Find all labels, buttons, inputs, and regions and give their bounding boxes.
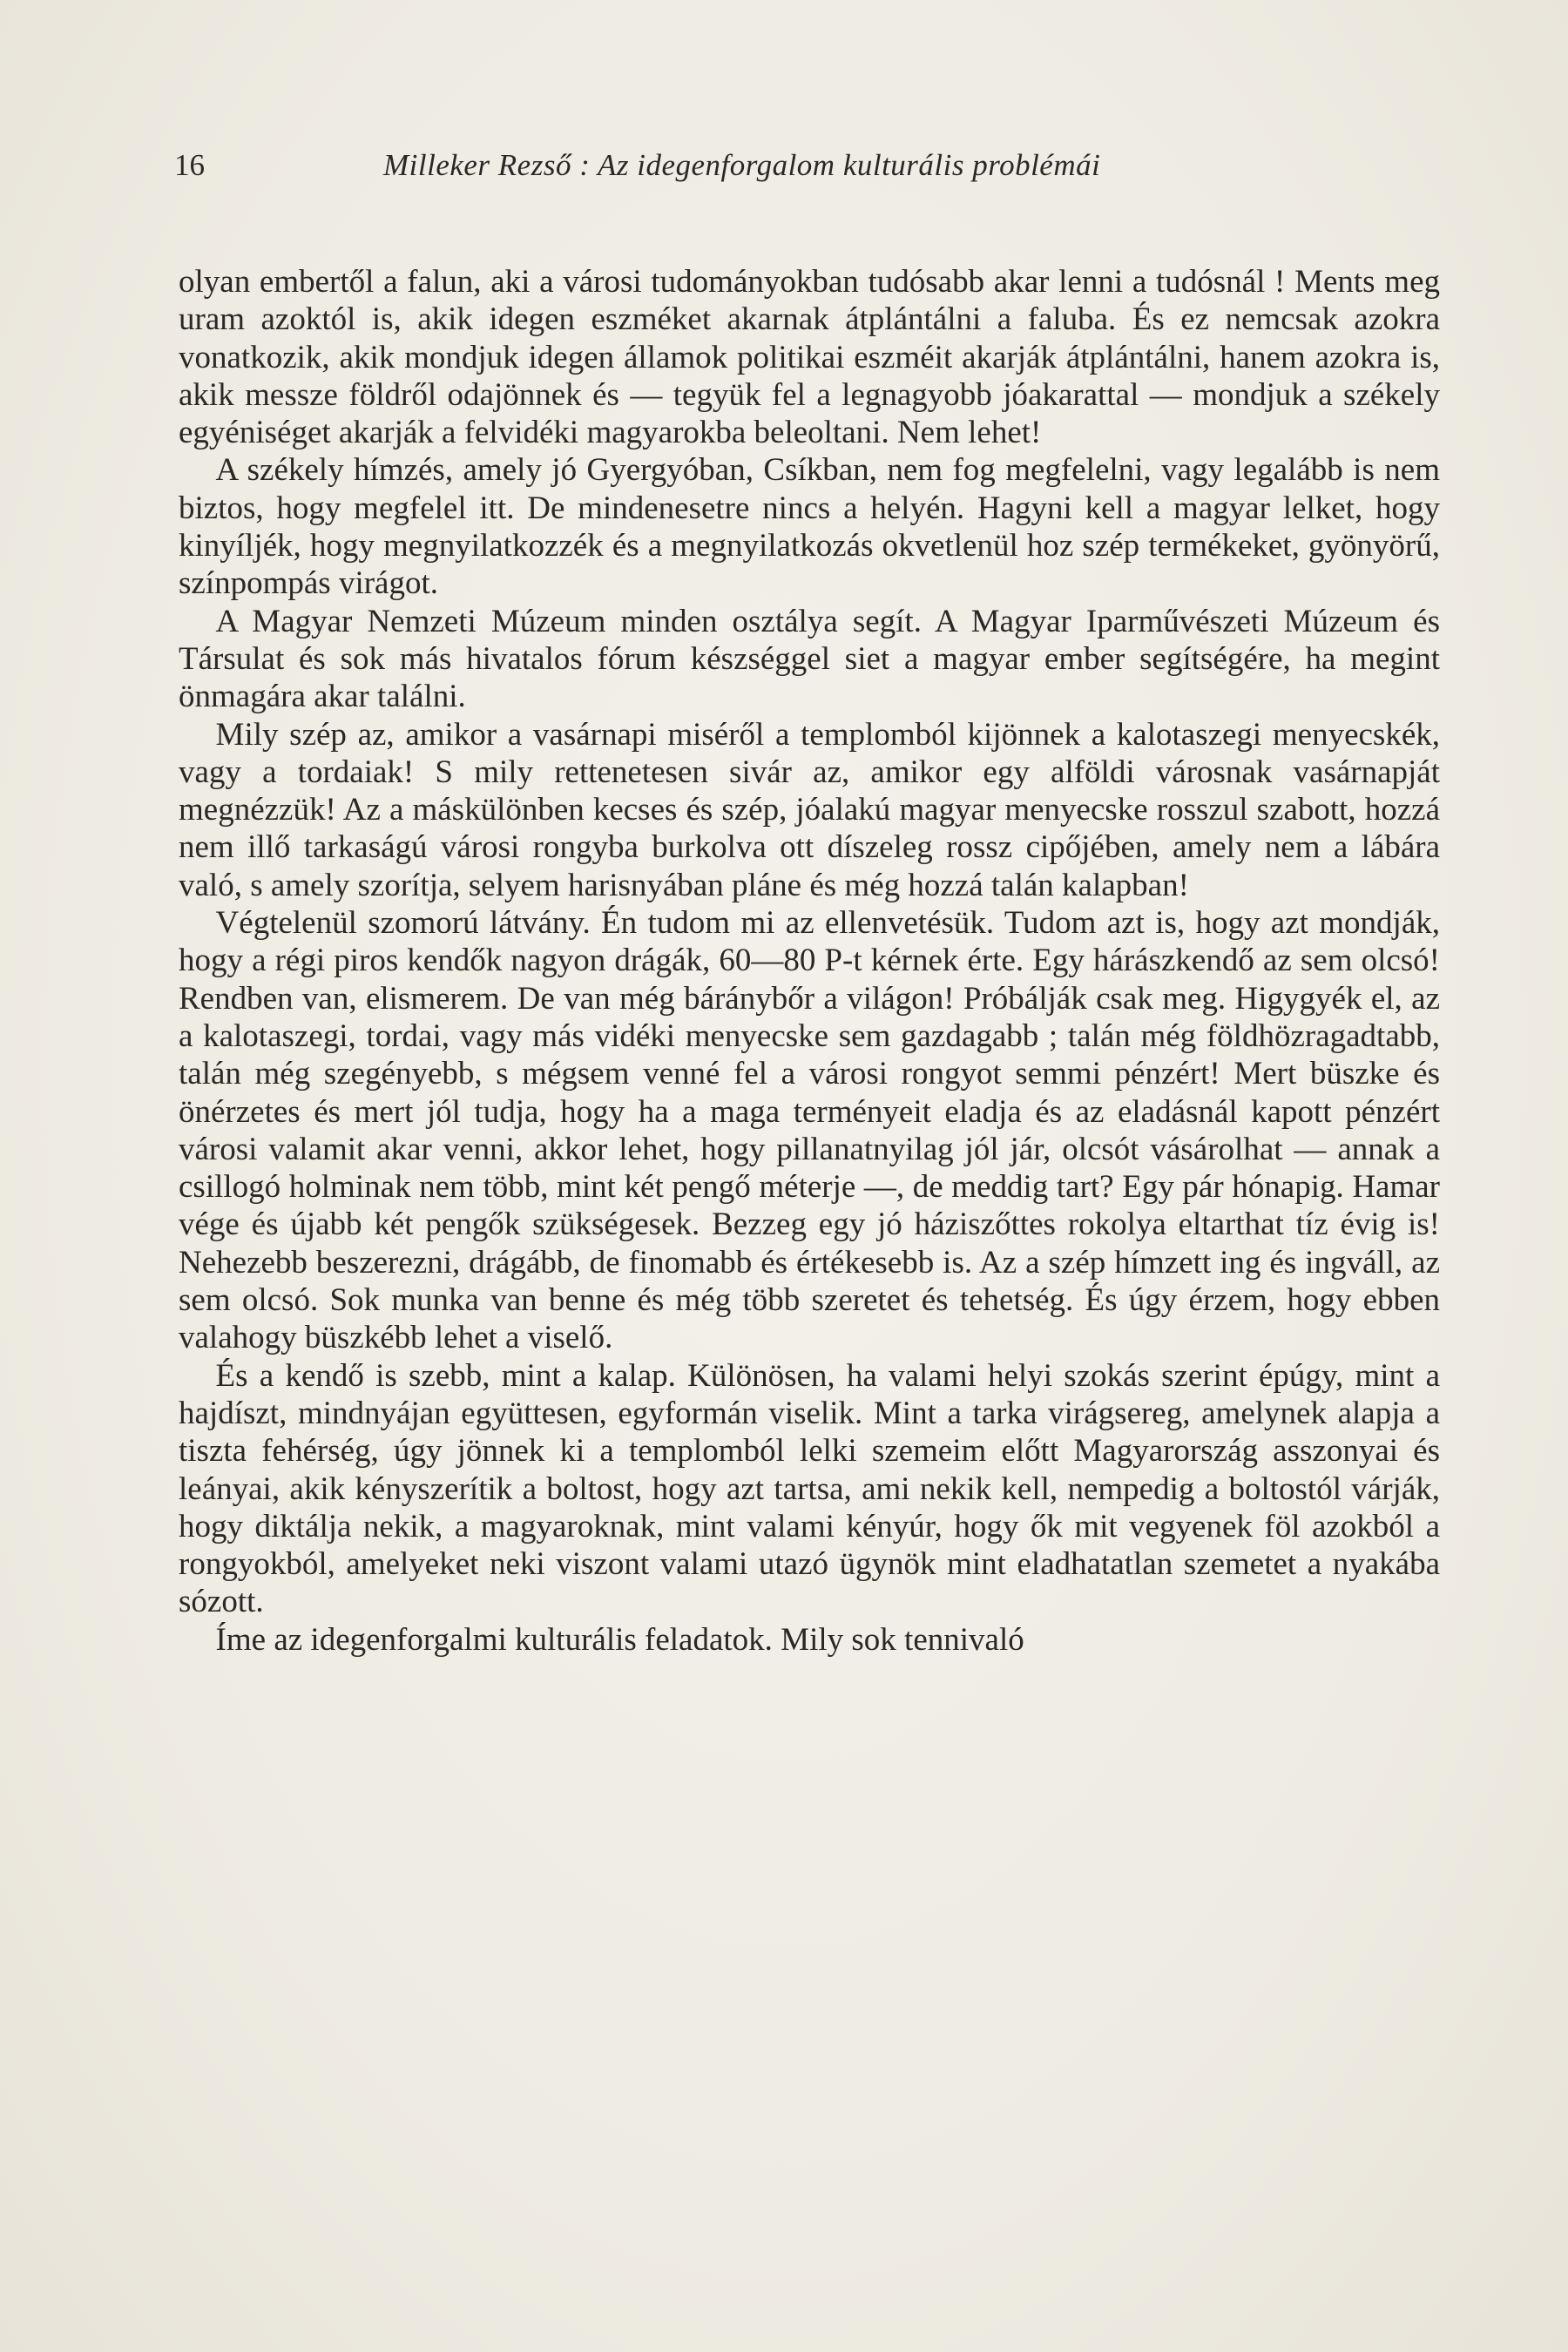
page-header	[174, 144, 1439, 187]
paragraph-5: Végtelenül szomorú látvány. Én tudom mi az ellenvetésük. Tudom azt is, hogy azt mondják, hogy a régi piros kendők nagyon drágák, 60—80 P-t kérnek érte. Egy hárászkendő az sem olcsó! Rendben van, elismerem. De van még báránybőr a világon! Próbálják csak meg. Higygyék el, az a kalotaszegi, tordai, vagy más vidéki menyecske sem gazdagabb ; talán még földhözragadtabb, talán még szegényebb, s mégsem venné fel a városi rongyot semmi pénzért! Mert büszke és önérzetes és mert jól tudja, hogy ha a maga terményeit eladja és az eladásnál kapott pénzért városi valamit akar venni, akkor lehet, hogy pillanatnyilag jól jár, olcsót vásárolhat — annak a csillogó holminak nem több, mint két pengő méterje —, de meddig tart? Egy pár hónapig. Hamar vége és újabb két pengők szükségesek. Bezzeg egy jó háziszőttes rokolya eltarthat tíz évig is! Nehezebb beszerezni, drágább, de finomabb és értékesebb is. Az a szép hímzett ing és ingváll, az sem olcsó. Sok munka van benne és még több szeretet és tehetség. És úgy érzem, hogy ebben valahogy büszkébb lehet a viselő.	[179, 905, 1440, 1356]
paragraph-7: Íme az idegenforgalmi kulturális feladatok. Mily sok tennivaló	[215, 1621, 1024, 1658]
running-head: Milleker Rezső : Az idegenforgalom kulturális problémái	[383, 148, 1101, 182]
paragraph-2: A székely hímzés, amely jó Gyergyóban, Csíkban, nem fog megfelelni, vagy legalább is nem biztos, hogy megfelel itt. De mindenesetre nincs a helyén. Hagyni kell a magyar lelket, hogy kinyíljék, hogy megnyilatkozzék és a megnyilatkozás okvetlenül hoz szép termékeket, gyönyörű, színpompás virágot.	[179, 452, 1440, 602]
paragraph-6: És a kendő is szebb, mint a kalap. Különösen, ha valami helyi szokás szerint épúgy, mint a hajdíszt, mindnyájan együttesen, egyformán viselik. Mint a tarka virágsereg, amelynek alapja a tiszta fehérség, úgy jönnek ki a templomból lelki szemeim előtt Magyarország asszonyai és leányai, akik kényszerítik a boltost, hogy azt tartsa, ami nekik kell, nempedig a boltostól várják, hogy diktálja nekik, a magyaroknak, mint valami kényúr, hogy ők mit vegyenek föl azokból a rongyokból, amelyeket neki viszont valami utazó ügynök mint eladhatatlan szemetet a nyakába sózott.	[179, 1357, 1440, 1620]
paragraph-3: A Magyar Nemzeti Múzeum minden osztálya segít. A Magyar Iparművészeti Múzeum és Társulat és sok más hivatalos fórum készséggel siet a magyar ember segítségére, ha megint önmagára akar találni.	[179, 603, 1440, 715]
page-number: 16	[174, 148, 205, 182]
paragraph-1: olyan embertől a falun, aki a városi tudományokban tudósabb akar lenni a tudósnál ! Ments meg uram azoktól is, akik idegen eszméket akarnak átplántálni a faluba. És ez nemcsak azokra vonatkozik, akik mondjuk idegen államok politikai eszméit akarják átplántálni, hanem azokra is, akik messze földről odajönnek és — tegyük fel a legnagyobb jóakarattal — mondjuk a székely egyéniséget akarják a felvidéki magyarokba beleoltani. Nem lehet!	[179, 264, 1440, 451]
paragraph-4: Mily szép az, amikor a vasárnapi miséről a templomból kijönnek a kalotaszegi menyecskék, vagy a tordaiak! S mily rettenetesen sivár az, amikor egy alföldi városnak vasárnapját megnézzük! Az a máskülönben kecses és szép, jóalakú magyar menyecske rosszul szabott, hozzá nem illő tarkaságú városi rongyba burkolva ott díszeleg rossz cipőjében, amely nem a lábára való, s amely szorítja, selyem harisnyában pláne és még hozzá talán kalapban!	[179, 716, 1440, 903]
body-text	[179, 263, 1440, 1659]
